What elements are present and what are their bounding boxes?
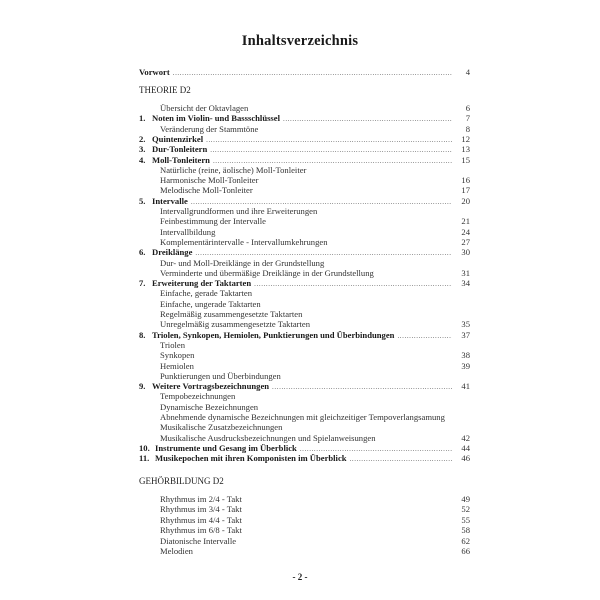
- toc-entry-page: 24: [461, 226, 470, 237]
- toc-entry-number: 6.: [139, 247, 146, 258]
- toc-entry-label: Melodien: [160, 546, 193, 556]
- toc-entry-label: Tempobezeichnungen: [160, 391, 236, 402]
- toc-entry: [139, 504, 470, 515]
- toc-entry: [139, 515, 470, 526]
- toc-entry-label: Abnehmende dynamische Bezeichnungen mit gleichzeitiger Tempoverlangsamung: [160, 412, 445, 422]
- toc-entry-page: 30: [461, 247, 470, 258]
- toc-entry-page: 7: [465, 113, 470, 124]
- toc-entry-page: 15: [461, 154, 470, 165]
- toc-entry-number: 8.: [139, 329, 146, 340]
- toc-entry-number: 1.: [139, 113, 146, 124]
- toc-entry-number: 5.: [139, 195, 146, 206]
- toc-entry: [139, 453, 470, 464]
- toc-entry-label: Melodische Moll-Tonleiter: [160, 185, 253, 196]
- toc-entry-page: 6: [465, 103, 470, 113]
- toc-entry-label: Weitere Vortragsbezeichnungen: [152, 381, 270, 392]
- toc-entry-label: Punktierungen und Überbindungen: [160, 370, 281, 381]
- toc-entry-label: Veränderung der Stammtöne: [160, 123, 259, 134]
- toc-entry-page: 58: [461, 525, 470, 536]
- toc-entry-label: Musikalische Zusatzbezeichnungen: [160, 422, 283, 433]
- toc-entry: [139, 525, 470, 536]
- toc-entry-page: 62: [461, 535, 470, 546]
- toc-entry-page: 17: [461, 185, 470, 196]
- toc-entry-vorwort: [139, 67, 470, 78]
- toc-entry-label: Intervallgrundformen und ihre Erweiterungen: [160, 206, 318, 216]
- toc-entry-number: 3.: [139, 144, 146, 155]
- table-of-contents: [139, 0, 470, 600]
- toc-entry-page: 8: [465, 123, 470, 134]
- toc-entry-label: Übersicht der Oktavlagen: [160, 103, 249, 113]
- toc-entry-label: Harmonische Moll-Tonleiter: [160, 175, 259, 186]
- toc-entry-number: 11.: [139, 453, 150, 464]
- page-title: Inhaltsverzeichnis: [241, 33, 359, 49]
- section-heading-theorie: THEORIE D2: [139, 85, 191, 95]
- toc-entry-label: Unregelmäßig zusammengesetzte Taktarten: [160, 319, 311, 330]
- toc-entry-label: Vorwort: [139, 67, 170, 77]
- toc-entry-label: Verminderte und übermäßige Dreiklänge in der Grundstellung: [160, 267, 374, 278]
- toc-entry-label: Triolen: [160, 339, 185, 350]
- toc-entry-page: 12: [461, 133, 470, 144]
- toc-entry-label: Komplementärintervalle - Intervallumkehrungen: [160, 236, 328, 247]
- toc-entry-label: Quintenzirkel: [152, 133, 204, 144]
- toc-entry-label: Rhythmus im 3/4 - Takt: [160, 504, 242, 515]
- toc-entry-label: Synkopen: [160, 350, 195, 361]
- toc-entry-page: 20: [461, 195, 470, 206]
- toc-entry-label: Musikalische Ausdrucksbezeichnungen und Spielanweisungen: [160, 432, 376, 443]
- toc-entry-page: 49: [461, 494, 470, 504]
- toc-entry-label: Dreiklänge: [152, 247, 193, 258]
- toc-entry-label: Moll-Tonleitern: [152, 154, 210, 165]
- toc-entry-label: Musikepochen mit ihren Komponisten im Überblick: [155, 453, 347, 464]
- toc-entry: [139, 546, 470, 557]
- toc-entry-label: Rhythmus im 6/8 - Takt: [160, 525, 242, 536]
- toc-entry-label: Hemiolen: [160, 360, 194, 371]
- toc-entry-number: 10.: [139, 442, 150, 453]
- toc-entry-page: 34: [461, 278, 470, 289]
- toc-entry-label: Natürliche (reine, äolische) Moll-Tonleiter: [160, 164, 307, 175]
- toc-entry-page: 31: [461, 267, 470, 278]
- toc-entry-label: Regelmäßig zusammengesetzte Taktarten: [160, 309, 303, 319]
- toc-entry-page: 27: [461, 236, 470, 247]
- toc-entry-page: 44: [461, 442, 470, 453]
- toc-entry-label: Feinbestimmung der Intervalle: [160, 216, 266, 227]
- toc-entry-label: Intervallbildung: [160, 226, 216, 237]
- toc-entry-number: 7.: [139, 278, 146, 289]
- toc-entry-number: 9.: [139, 381, 146, 392]
- toc-entry-page: 16: [461, 175, 470, 186]
- toc-entry-page: 39: [461, 360, 470, 371]
- toc-entry-label: Triolen, Synkopen, Hemiolen, Punktierungen und Überbindungen: [152, 329, 395, 340]
- toc-entry-page: 13: [461, 144, 470, 155]
- toc-entry-page: 21: [461, 216, 470, 227]
- toc-entry-label: Diatonische Intervalle: [160, 535, 237, 546]
- toc-entry-number: 2.: [139, 133, 146, 144]
- toc-entry: [139, 494, 470, 505]
- page-number: - 2 -: [292, 572, 308, 582]
- toc-entry-label: Erweiterung der Taktarten: [152, 278, 252, 289]
- toc-entry-label: Noten im Violin- und Bassschlüssel: [152, 113, 280, 124]
- toc-entry-page: 35: [461, 319, 470, 330]
- toc-entry-page: 42: [461, 432, 470, 443]
- dot-leader: [173, 68, 452, 79]
- toc-entry-label: Rhythmus im 2/4 - Takt: [160, 494, 242, 504]
- toc-entry-label: Einfache, ungerade Taktarten: [160, 298, 261, 309]
- dot-leader: [350, 454, 452, 465]
- toc-entry-page: 4: [465, 67, 470, 77]
- toc-entry-label: Intervalle: [152, 195, 188, 206]
- toc-entry-number: 4.: [139, 154, 146, 165]
- toc-entry-page: 66: [461, 546, 470, 556]
- toc-entry-label: Einfache, gerade Taktarten: [160, 288, 253, 299]
- toc-entry-page: 41: [461, 381, 470, 392]
- toc-entry-label: Dynamische Bezeichnungen: [160, 401, 259, 412]
- toc-entry-page: 55: [461, 514, 470, 525]
- toc-entry-page: 38: [461, 350, 470, 361]
- toc-entry-page: 52: [461, 504, 470, 515]
- toc-entry-label: Dur- und Moll-Dreiklänge in der Grundstellung: [160, 257, 325, 268]
- toc-entry-page: 46: [461, 453, 470, 464]
- toc-entry: [139, 536, 470, 547]
- toc-entry-label: Instrumente und Gesang im Überblick: [155, 442, 297, 453]
- section-heading-gehoerbildung: GEHÖRBILDUNG D2: [139, 476, 224, 486]
- toc-entry-label: Dur-Tonleitern: [152, 144, 208, 155]
- toc-entry-label: Rhythmus im 4/4 - Takt: [160, 514, 242, 525]
- toc-entry-page: 37: [461, 329, 470, 340]
